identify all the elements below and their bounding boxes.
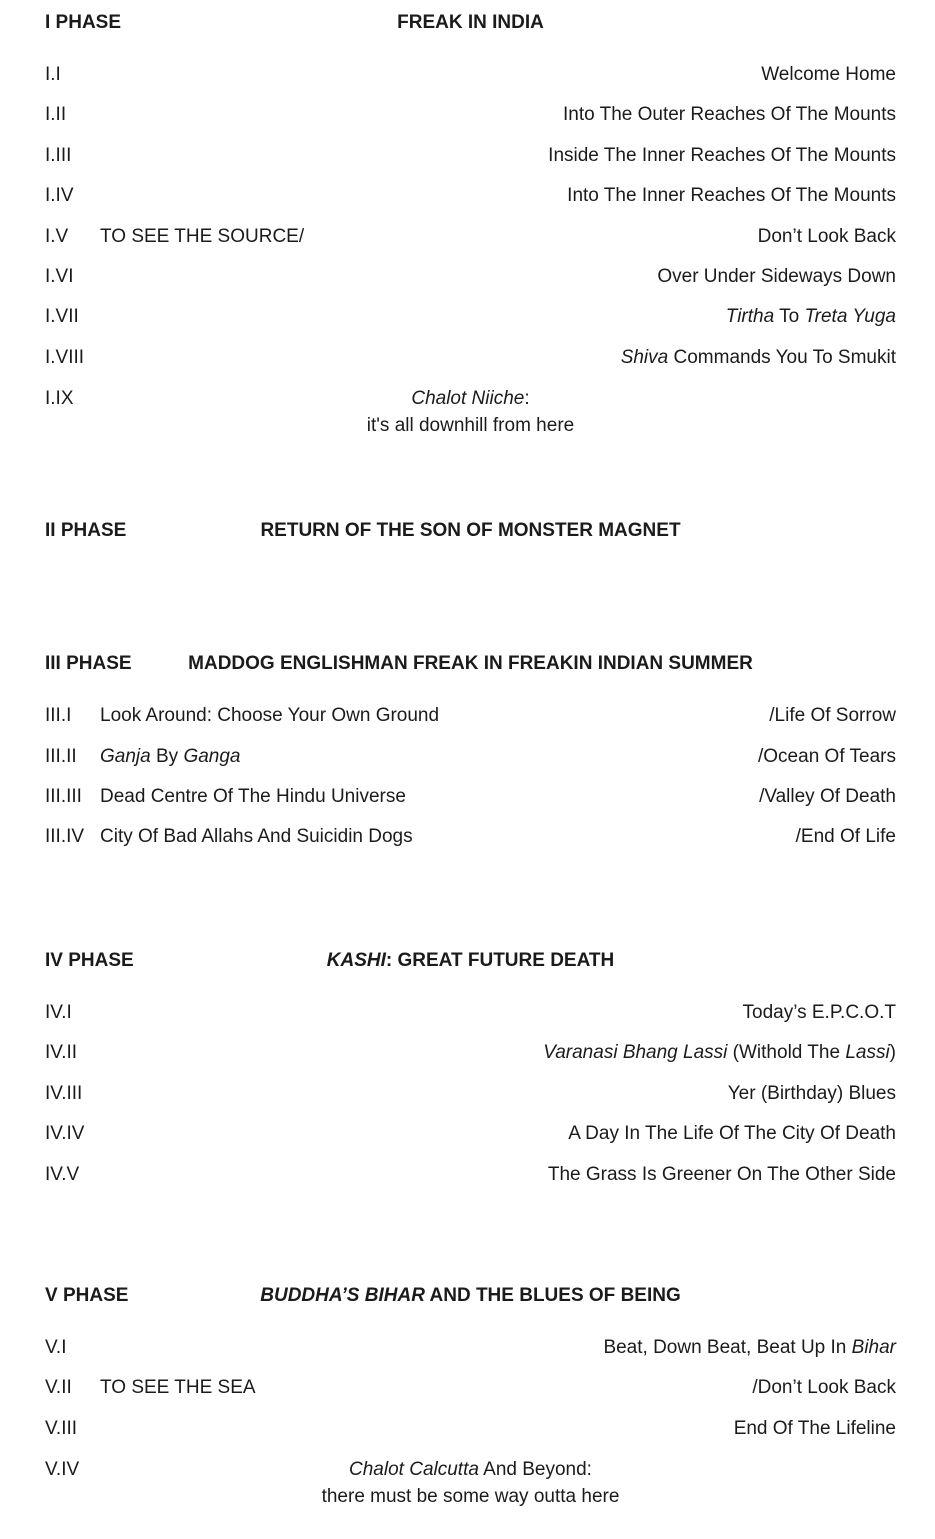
text-run: /Ocean Of Tears [758,745,896,767]
track-row [45,1409,896,1449]
track-list [45,1328,896,1510]
text-run: Ganja [100,745,151,767]
track-row [45,777,896,817]
track-title-right [45,1074,896,1114]
track-row [45,1155,896,1195]
track-title-left [100,737,240,777]
track-number: III.II [45,745,77,767]
text-run: /Don’t Look Back [752,1377,896,1399]
track-number: IV.V [45,1163,80,1185]
text-run: Shiva [620,346,669,368]
phase-section [45,9,896,439]
text-run: it's all downhill from here [366,415,575,437]
track-title-center-line [45,1456,896,1483]
track-row [45,257,896,297]
track-title-left [100,696,439,736]
phase-label: V PHASE [45,1284,129,1306]
track-title-right [45,55,896,95]
track-number: III.I [45,705,72,727]
text-run: Inside The Inner Reaches Of The Mounts [548,144,896,166]
text-run: AND THE BLUES OF BEING [424,1284,681,1306]
track-number: I.I [45,64,61,85]
track-number: IV.III [45,1082,83,1104]
text-run: Varanasi Bhang Lassi [543,1042,728,1064]
track-title-right [45,1328,896,1368]
phase-label: II PHASE [45,520,127,542]
track-title-center-line [45,412,896,439]
text-run: BUDDHA’S BIHAR [260,1284,425,1306]
phase-title [45,947,896,974]
track-number: I.IV [45,185,74,207]
text-run: /Valley Of Death [759,786,896,808]
phase-header [45,517,896,544]
text-run: Chalot Calcutta [349,1459,479,1481]
track-title-right [45,95,896,135]
track-number: I.V [45,225,69,247]
track-title-right [45,1155,896,1195]
track-number: I.VIII [45,346,85,368]
track-list [45,696,896,858]
text-run: A Day In The Life Of The City Of Death [568,1123,896,1145]
track-title-center-line [45,1483,896,1510]
track-title-right [45,136,896,176]
track-number: I.III [45,144,72,166]
text-run: Yer (Birthday) Blues [727,1082,896,1104]
text-run: Treta Yuga [804,306,896,328]
text-run: : GREAT FUTURE DEATH [385,949,615,971]
track-number: III.III [45,786,82,808]
text-run: Today’s E.P.C.O.T [742,1001,896,1023]
text-run: : [524,388,530,410]
track-title-left [100,217,304,257]
phase-title [45,9,896,36]
phase-label: III PHASE [45,653,132,675]
track-number: V.I [45,1336,67,1358]
track-title-right [45,257,896,297]
track-row [45,1074,896,1114]
track-row [45,1033,896,1073]
text-run: By [150,745,184,767]
text-run: /End Of Life [795,826,896,848]
text-run: Welcome Home [761,64,896,85]
text-run: And Beyond: [478,1459,592,1481]
phase-title [45,517,896,544]
track-number: V.IV [45,1459,80,1481]
track-row [45,217,896,257]
text-run: RETURN OF THE SON OF MONSTER MAGNET [260,520,681,542]
track-row [45,95,896,135]
track-row [45,136,896,176]
track-row [45,297,896,337]
text-run: Bihar [851,1336,896,1358]
phase-header [45,9,896,36]
text-run: Beat, Down Beat, Beat Up In [603,1336,852,1358]
text-run: To [774,306,805,328]
text-run: The Grass Is Greener On The Other Side [547,1163,896,1185]
track-title-center-line [45,385,896,412]
phase-title [45,650,896,677]
track-number: I.IX [45,388,74,410]
text-run: (Withold The [727,1042,846,1064]
text-run: Chalot Niiche [411,388,525,410]
track-row [45,993,896,1033]
track-row [45,176,896,216]
text-run: City Of Bad Allahs And Suicidin Dogs [100,826,413,848]
track-row [45,1328,896,1368]
track-row [45,1368,896,1408]
text-run: there must be some way outta here [321,1486,620,1508]
track-number: I.II [45,104,67,126]
track-title-right [45,993,896,1033]
phase-header [45,947,896,974]
track-title-right [45,1114,896,1154]
text-run: FREAK IN INDIA [397,12,544,33]
phase-header [45,1282,896,1309]
track-row [45,1449,896,1510]
track-title-right [45,338,896,378]
text-run: Tirtha [725,306,775,328]
phase-label: IV PHASE [45,949,134,971]
track-number: IV.II [45,1042,78,1064]
track-row [45,55,896,95]
phase-title [45,1282,896,1309]
track-number: IV.IV [45,1123,85,1145]
track-row [45,696,896,736]
track-title-right [45,297,896,337]
track-title-right [45,176,896,216]
track-list [45,993,896,1195]
track-title-left [100,817,413,857]
text-run: Don’t Look Back [757,225,896,247]
text-run: Over Under Sideways Down [657,266,896,288]
track-title-right [45,1033,896,1073]
track-title-right [45,1409,896,1449]
track-row [45,817,896,857]
phase-list [45,9,896,1510]
track-title-left [100,1368,256,1408]
track-number: I.VI [45,266,74,288]
phase-section [45,517,896,544]
text-run: Look Around: Choose Your Own Ground [100,705,440,727]
track-number: III.IV [45,826,85,848]
phase-section [45,650,896,858]
phase-section [45,1282,896,1510]
text-run: End Of The Lifeline [733,1417,896,1439]
phase-section [45,947,896,1195]
track-list [45,55,896,439]
track-row [45,1114,896,1154]
text-run: MADDOG ENGLISHMAN FREAK IN FREAKIN INDIAN SUMMER [188,653,753,675]
text-run: Into The Outer Reaches Of The Mounts [562,104,896,126]
text-run: Commands You To Smukit [668,346,896,368]
text-run: Dead Centre Of The Hindu Universe [100,786,406,808]
text-run: KASHI [326,949,386,971]
text-run: TO SEE THE SEA [100,1377,256,1399]
track-title-left [100,777,406,817]
track-row [45,378,896,439]
text-run: Lassi [845,1042,890,1064]
track-number: V.III [45,1417,78,1439]
phase-label: I PHASE [45,12,122,33]
text-run: Into The Inner Reaches Of The Mounts [567,185,896,207]
text-run: ) [889,1042,896,1064]
text-run: TO SEE THE SOURCE/ [100,225,305,247]
text-run: Ganga [183,745,241,767]
text-run: /Life Of Sorrow [769,705,896,727]
track-row [45,737,896,777]
track-number: V.II [45,1377,72,1399]
track-number: IV.I [45,1001,72,1023]
track-row [45,338,896,378]
phase-header [45,650,896,677]
track-number: I.VII [45,306,79,328]
